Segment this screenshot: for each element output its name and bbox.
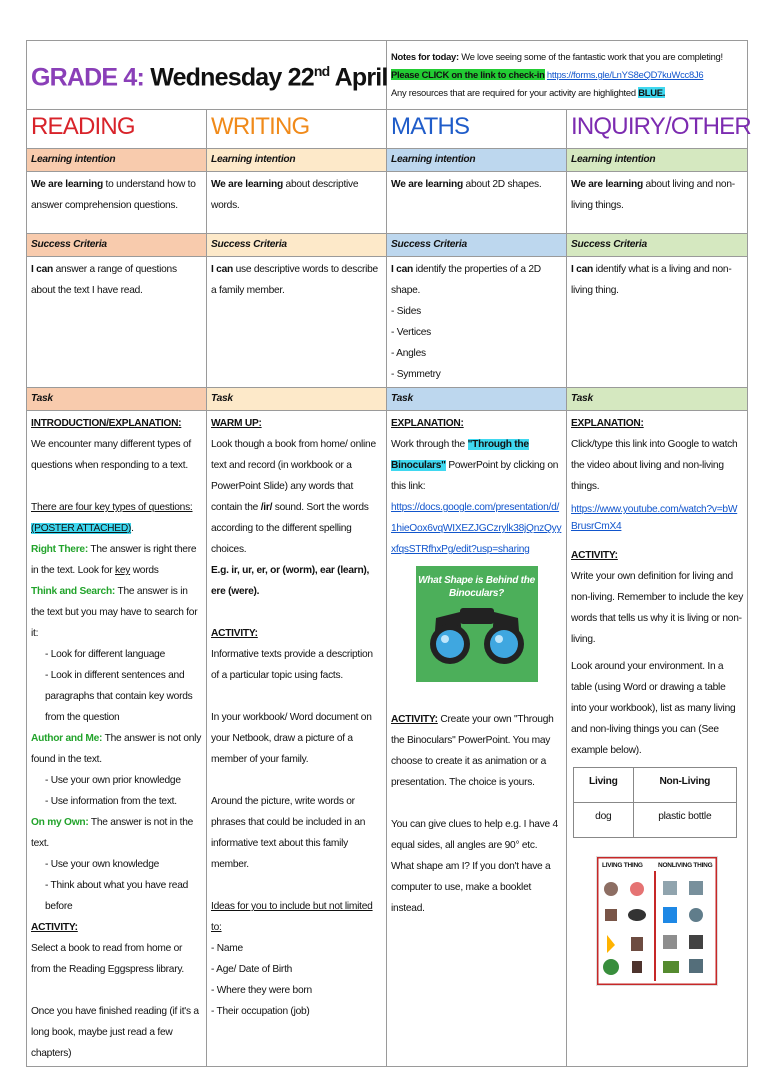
words-text: words [132,565,159,576]
i-can: I can [391,264,413,275]
writing-around-text: Around the picture, write words or phrases that could be included in an informative text about this family member. [211,796,366,870]
title-grade: GRADE 4: [31,63,145,92]
think-search-text: The answer is in the text but you may have to search for it: [31,586,198,639]
binoculars-image [416,566,538,682]
subject-maths: MATHS [387,110,567,149]
living-nonliving-image [596,856,718,986]
writing-ideas-heading: Ideas for you to include but not limited to: [211,901,373,933]
subject-writing: WRITING [207,110,387,149]
reading-intention [27,172,207,234]
list-item: - Angles [391,348,426,359]
list-item: - Look in different sentences and paragraphs that contain key words from the question [45,670,193,723]
checkin-text: Please CLICK on the link to check-in [391,69,545,80]
binoculars-image-title: What Shape is Behind the Binoculars? [418,575,535,599]
subject-inquiry: INQUIRY/OTHER [567,110,748,149]
maths-criteria [387,257,567,388]
poster-end: . [131,523,134,534]
maths-ppt-name: "Through the Binoculars" [391,439,529,471]
maths-activity-text: Create your own "Through the Binoculars" PowerPoint. You may choose to create it as animation or a presentation. The choice is yours. [391,714,554,788]
reading-intro: We encounter many different types of questions when responding to a text. [31,439,191,471]
reading-criteria-label: Success Criteria [27,234,207,257]
writing-criteria-label: Success Criteria [207,234,387,257]
inquiry-criteria-label: Success Criteria [567,234,748,257]
maths-criteria-text: identify the properties of a 2D shape. [391,264,541,296]
on-my-own-label: On my Own: [31,817,89,828]
spelling-example: E.g. ir, ur, er, or (worm), ear (learn), ere (were). [211,565,370,597]
binoculars-icon [416,600,538,670]
inquiry-activity-heading: ACTIVITY: [571,550,618,561]
page-title [27,61,388,92]
notes-cell [387,41,748,110]
nonliving-thing-heading: NONLIVING THING [658,862,713,869]
plan-table [26,40,751,1067]
we-are-learning: We are learning [31,179,103,190]
living-nonliving-icons [597,857,717,985]
warm-up-text-2: sound. Sort the words according to the different spelling choices. [211,502,369,555]
writing-criteria-text: use descriptive words to describe a family member. [211,264,378,296]
i-can: I can [571,264,593,275]
writing-intention-text: about descriptive words. [211,179,359,211]
warm-up-text: Look though a book from home/ online text and record (in workbook or a PowerPoint Slide) any words that contain the [211,439,376,513]
inquiry-task-label: Task [567,388,748,411]
writing-activity-heading: ACTIVITY: [211,628,258,639]
title-month: April [334,63,388,92]
list-item: - Look for different language [45,649,165,660]
inquiry-activity-text: Write your own definition for living and non-living. Remember to include the key words that tells us why it is living or non-living. [571,571,744,645]
inquiry-explanation-heading: EXPLANATION: [571,418,644,429]
author-me-label: Author and Me: [31,733,103,744]
inquiry-intention-label: Learning intention [567,149,748,172]
i-can: I can [211,264,233,275]
writing-activity-text: Informative texts provide a description of a particular topic using facts. [211,649,373,681]
writing-task-label: Task [207,388,387,411]
resources-text: Any resources that are required for your activity are highlighted [391,87,636,98]
think-search-label: Think and Search: [31,586,116,597]
maths-intention [387,172,567,234]
inquiry-intention [567,172,748,234]
notes-text: We love seeing some of the fantastic work that you are completing! [461,51,723,62]
list-item: - Use information from the text. [45,796,177,807]
maths-text: Work through the [391,439,465,450]
list-item: - Where they were born [211,985,312,996]
reading-criteria [27,257,207,388]
maths-intention-text: about 2D shapes. [465,179,542,190]
maths-intention-label: Learning intention [387,149,567,172]
maths-criteria-label: Success Criteria [387,234,567,257]
i-can: I can [31,264,53,275]
list-item: - Use your own knowledge [45,859,160,870]
list-item: - Vertices [391,327,431,338]
header-title-cell [27,41,387,110]
maths-ppt-link[interactable]: https://docs.google.com/presentation/d/1hieOox6vqWIXEZJGCzrylk38jQnzQyyxfqsSTRfhxPg/edit?usp=sharing [391,502,562,555]
table-header-living: Living [574,768,634,803]
table-cell-nonliving: plastic bottle [633,803,736,838]
reading-intention-text: to understand how to answer comprehension questions. [31,179,196,211]
reading-task [27,411,207,1067]
title-day: Wednesday 22 [150,63,314,92]
we-are-learning: We are learning [571,179,643,190]
weekly-plan-sheet [26,40,751,1067]
author-me-text: The answer is not only found in the text. [31,733,202,765]
reading-task-label: Task [27,388,207,411]
maths-task-label: Task [387,388,567,411]
right-there-text: The answer is right there in the text. Look for [31,544,197,576]
reading-types: There are four key types of questions: [31,502,193,513]
right-there-label: Right There: [31,544,88,555]
writing-intention-label: Learning intention [207,149,387,172]
writing-intention [207,172,387,234]
inquiry-task [567,411,748,1067]
we-are-learning: We are learning [211,179,283,190]
inquiry-criteria [567,257,748,388]
list-item: - Their occupation (job) [211,1006,310,1017]
inquiry-intention-text: about living and non-living things. [571,179,735,211]
inquiry-text: Click/type this link into Google to watch the video about living and non-living things. [571,439,738,492]
reading-finish-text: Once you have finished reading (if it's a long book, maybe just read a few chapters) [31,1006,199,1059]
resources-highlight: BLUE. [638,87,666,98]
poster-attached: (POSTER ATTACHED) [31,523,132,534]
list-item: - Symmetry [391,369,441,380]
key-word: key [115,565,131,576]
inquiry-look-text: Look around your environment. In a table (using Word or drawing a table into your workbook), list as many living and non-living things you can (See example below). [571,661,736,756]
title-day-suffix: nd [313,63,330,80]
list-item: - Sides [391,306,421,317]
writing-task [207,411,387,1067]
living-example-table [573,767,737,838]
list-item: - Age/ Date of Birth [211,964,293,975]
maths-task [387,411,567,1067]
maths-clues-text: You can give clues to help e.g. I have 4 equal sides, all angles are 90° etc. What shape am I? If you don't have a computer to use, make a booklet instead. [391,819,558,914]
subject-reading: READING [27,110,207,149]
maths-activity-heading: ACTIVITY: [391,714,438,725]
notes-label: Notes for today: [391,51,459,62]
list-item: - Think about what you have read before [45,880,189,912]
list-item: - Name [211,943,243,954]
inquiry-video-link[interactable]: https://www.youtube.com/watch?v=bWBrusrCmX4 [571,504,738,532]
reading-activity-text: Select a book to read from home or from the Reading Eggspress library. [31,943,185,975]
table-cell-living: dog [574,803,634,838]
we-are-learning: We are learning [391,179,463,190]
on-my-own-text: The answer is not in the text. [31,817,194,849]
reading-criteria-text: answer a range of questions about the text I have read. [31,264,177,296]
reading-task-heading: INTRODUCTION/EXPLANATION: [31,418,182,429]
maths-explanation-heading: EXPLANATION: [391,418,464,429]
list-item: - Use your own prior knowledge [45,775,181,786]
reading-activity-heading: ACTIVITY: [31,922,78,933]
reading-intention-label: Learning intention [27,149,207,172]
inquiry-criteria-text: identify what is a living and non-living thing. [571,264,732,296]
writing-criteria [207,257,387,388]
living-thing-heading: LIVING THING [602,862,643,869]
warm-up-sound: /ir/ [260,502,273,513]
writing-workbook-text: In your workbook/ Word document on your Netbook, draw a picture of a member of your family. [211,712,372,765]
warm-up-heading: WARM UP: [211,418,262,429]
table-header-nonliving: Non-Living [633,768,736,803]
checkin-link[interactable]: https://forms.gle/LnYS8eQD7kuWcc8J6 [546,69,704,80]
maths-text-2: PowerPoint by clicking on this link: [391,460,559,492]
